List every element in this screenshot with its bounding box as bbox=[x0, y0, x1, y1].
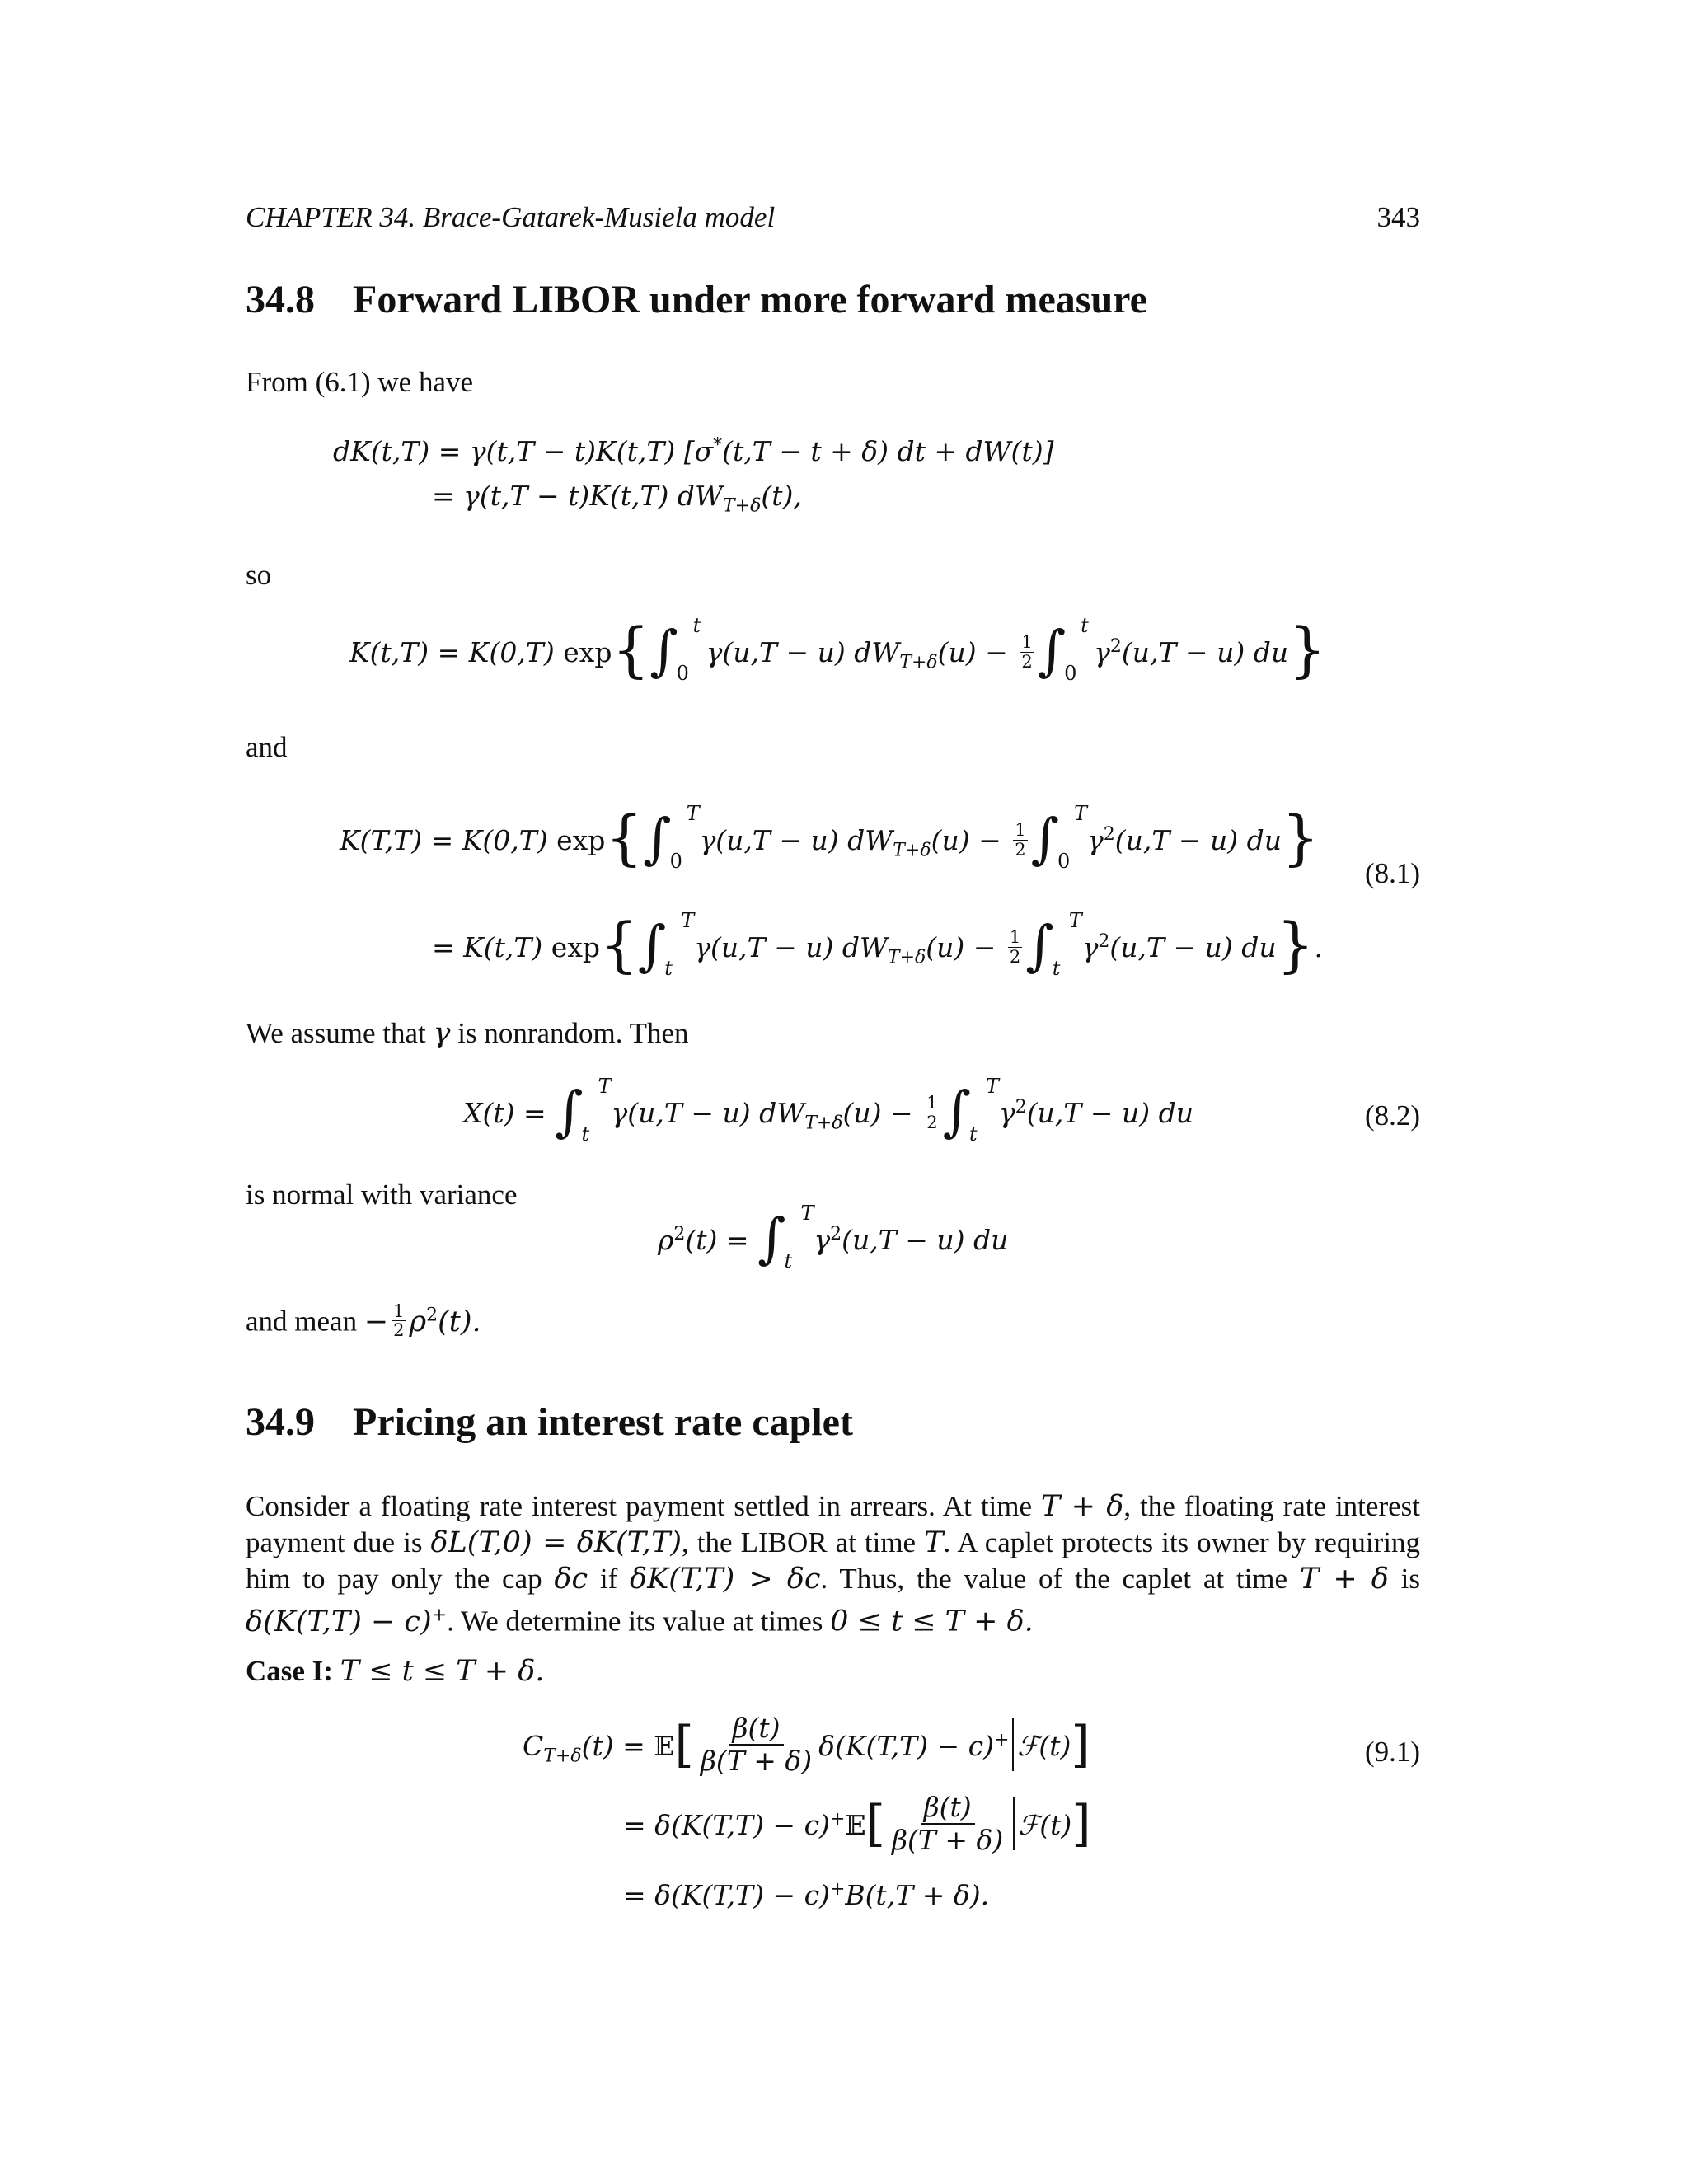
caplet-text-7: is bbox=[1388, 1563, 1421, 1595]
section-title: Forward LIBOR under more forward measure bbox=[353, 278, 1147, 321]
paragraph-assume-end: is nonrandom. Then bbox=[450, 1017, 689, 1049]
equation-K-t-T: K(t,T) = K(0,T) exp{∫ t 0 γ(u,T − u) $dW_{T+\delta}(u)$ − $\frac{1}{2}$ ∫ t 0 $\gamma^2(u,T - u)$ du} bbox=[349, 614, 1326, 685]
case-I-line: Case I: T ≤ t ≤ T + δ. bbox=[246, 1655, 545, 1688]
equation-8-1-line2: = K(t,T) exp{∫ T t γ(u,T − u) $dW_{T+\delta}(u)$ − $\frac{1}{2}$ ∫ T t $\gamma^2(u,T - u)$ du}. bbox=[432, 909, 1323, 980]
equation-8-1-line1: K(T,T) = K(0,T) exp{∫ T 0 γ(u,T − u) $dW_{T+\delta}(u)$ − $\frac{1}{2}$ ∫ T 0 $\gamma^2(u,T - u)$ du} bbox=[340, 802, 1320, 873]
case-I-label: Case I: bbox=[246, 1655, 333, 1687]
paragraph-mean: and mean − $\frac{1}{2}$ $\rho^2(t)$. bbox=[246, 1301, 481, 1340]
paragraph-from: From (6.1) we have bbox=[246, 366, 474, 398]
equation-9-1-line3: = δ(K(T,T) − c)+B(t,T + δ). bbox=[623, 1879, 990, 1911]
section-heading-34-8 bbox=[246, 277, 1147, 322]
equation-rho-squared: $\rho^2(t)$ = ∫ T t $\gamma^2(u,T - u)$ du bbox=[658, 1202, 1009, 1272]
paragraph-normal: is normal with variance bbox=[246, 1179, 518, 1211]
paragraph-and: and bbox=[246, 731, 288, 763]
caplet-text-8: . We determine its value at times bbox=[447, 1605, 831, 1638]
equation-dK-line2: = γ(t,T − t)K(t,T) $dW_{T+\delta}(t)$, bbox=[432, 480, 802, 517]
section-number: 34.9 bbox=[246, 1400, 315, 1444]
equation-9-1-line1: $C_{T+\delta}(t)$ = 𝔼[ $\frac{\beta(t)}{\beta(T + \delta)}$ δ(K(T,T) − c)+ ℱ(t)] bbox=[523, 1712, 1090, 1777]
paragraph-mean-text: and mean bbox=[246, 1305, 364, 1338]
caplet-text-3: , the LIBOR at time bbox=[682, 1526, 925, 1558]
equation-number-9-1: (9.1) bbox=[1364, 1736, 1420, 1768]
caplet-text-1: Consider a floating rate interest payment settled in arrears. At time bbox=[246, 1490, 1041, 1522]
equation-8-2: X(t) = ∫ T t γ(u,T − u) $dW_{T+\delta}(u)$ − $\frac{1}{2}$ ∫ T t $\gamma^2(u,T - u)$ du bbox=[463, 1075, 1193, 1146]
equation-number-8-2: (8.2) bbox=[1364, 1099, 1420, 1132]
caplet-text-5: if bbox=[588, 1563, 631, 1595]
paragraph-caplet: Consider a floating rate interest payment settled in arrears. At time T + δ, the floating rate interest payment due is δL(T,0) = δK(T,T), the LIBOR at time T. A caplet protects its owner by requiring him to pay only the cap δc if δK(T,T) > δc. Thus, the value of the caplet at time T + δ is δ(K(T,T) − c)+. We determine its value at times 0 ≤ t ≤ T + δ. bbox=[246, 1490, 1421, 1638]
caplet-text-4: . A caplet protects its owner by requiring him to pay only the cap bbox=[246, 1526, 1420, 1595]
equation-9-1-line2: = δ(K(T,T) − c)+𝔼[ $\frac{\beta(t)}{\beta(T + \delta)}$ ℱ(t)] bbox=[623, 1791, 1091, 1856]
section-heading-34-9 bbox=[246, 1399, 853, 1445]
section-number: 34.8 bbox=[246, 278, 315, 321]
running-header-title: CHAPTER 34. Brace-Gatarek-Musiela model bbox=[246, 201, 776, 233]
section-title: Pricing an interest rate caplet bbox=[353, 1400, 853, 1444]
equation-dK-line1: dK(t,T) = γ(t,T − t)K(t,T) [σ*(t,T − t + δ) dt + dW(t)] bbox=[333, 435, 1054, 467]
paragraph-assume: We assume that γ is nonrandom. Then bbox=[246, 1017, 689, 1050]
paragraph-assume-start: We assume that bbox=[246, 1017, 434, 1049]
paragraph-so: so bbox=[246, 559, 272, 591]
caplet-text-6: . Thus, the value of the caplet at time bbox=[820, 1563, 1300, 1595]
page-number: 343 bbox=[1376, 201, 1420, 233]
equation-number-8-1: (8.1) bbox=[1364, 857, 1420, 889]
caplet-text-2: , the floating rate interest payment due is bbox=[246, 1490, 1420, 1558]
